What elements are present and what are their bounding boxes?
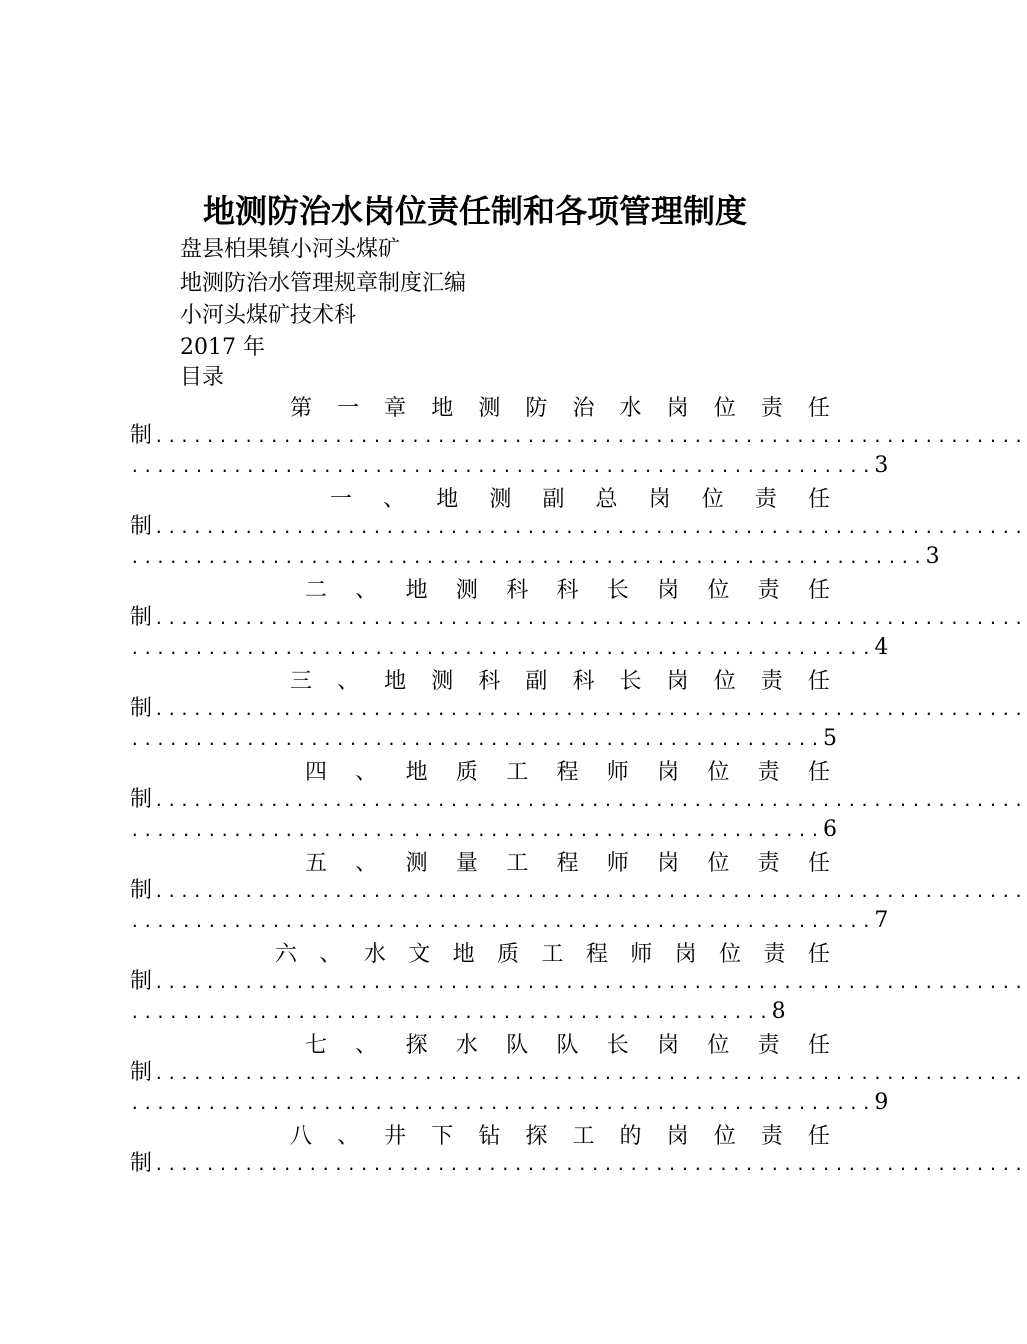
toc-entry-heading: 三 、 地 测 科 副 科 长 岗 位 责 任: [290, 668, 830, 694]
toc-entry-heading: 四 、 地 质 工 程 师 岗 位 责 任: [305, 759, 830, 785]
toc-entry-heading: 第 一 章 地 测 防 治 水 岗 位 责 任: [290, 395, 830, 421]
toc-entry-heading: 五 、 测 量 工 程 师 岗 位 责 任: [305, 850, 830, 876]
toc-dot-leader: ......................................................: [130, 730, 823, 749]
toc-page-number: 5: [822, 726, 837, 751]
toc-dot-leader: ..........................................................: [130, 1094, 875, 1113]
toc-entry-leader: [130, 513, 1027, 541]
toc-entry[interactable]: [130, 936, 1027, 1027]
toc-entry-page-line: [130, 725, 837, 753]
toc-dot-leader: ....................................................................: [154, 882, 1027, 901]
toc-page-number: 4: [874, 635, 889, 660]
toc-dot-leader: ....................................................................: [154, 700, 1027, 719]
toc-dot-leader: ....................................................................: [154, 427, 1027, 446]
toc-entry-leader: [130, 604, 1027, 632]
toc-dot-leader: ....................................................................: [154, 973, 1027, 992]
year: 2017 年: [180, 335, 265, 360]
toc-entry-suffix: 制: [130, 605, 153, 630]
toc-entry-leader: [130, 877, 1027, 905]
toc-entry-heading: 一 、 地 测 副 总 岗 位 责 任: [330, 486, 830, 512]
toc-entry-suffix: 制: [130, 969, 153, 994]
toc-entry-heading: 八 、 井 下 钻 探 工 的 岗 位 责 任: [290, 1123, 830, 1149]
toc-dot-leader: ....................................................................: [154, 609, 1027, 628]
toc-entry[interactable]: [130, 754, 1027, 845]
toc-page-number: 6: [822, 817, 837, 842]
mine-name: 盘县柏果镇小河头煤矿: [180, 237, 401, 262]
document-title: 地测防治水岗位责任制和各项管理制度: [202, 192, 747, 230]
toc-entry-leader: [130, 1150, 1027, 1178]
toc-dot-leader: ..........................................................: [130, 912, 875, 931]
toc-entry[interactable]: [130, 1027, 1027, 1118]
toc-entry[interactable]: [130, 481, 1027, 572]
toc-entry-page-line: [130, 634, 888, 662]
toc-page-number: 3: [925, 544, 940, 569]
toc-entry[interactable]: [130, 1118, 1027, 1209]
toc-entry-page-line: [130, 816, 837, 844]
toc-dot-leader: ......................................................: [130, 821, 823, 840]
toc-dot-leader: ..........................................................: [130, 457, 875, 476]
toc-entry-suffix: 制: [130, 878, 153, 903]
toc-entry-page-line: [130, 1089, 888, 1117]
toc-entry-leader: [130, 786, 1027, 814]
toc-entry-suffix: 制: [130, 423, 153, 448]
table-of-contents: [130, 390, 1027, 1209]
toc-dot-leader: ....................................................................: [154, 1064, 1027, 1083]
toc-entry-suffix: 制: [130, 1151, 153, 1176]
toc-label: 目录: [180, 365, 225, 390]
toc-entry-heading: 六 、 水 文 地 质 工 程 师 岗 位 责 任: [275, 941, 830, 967]
toc-entry-leader: [130, 968, 1027, 996]
toc-entry-suffix: 制: [130, 1060, 153, 1085]
toc-entry-leader: [130, 422, 1027, 450]
toc-entry[interactable]: [130, 390, 1027, 481]
toc-entry[interactable]: [130, 572, 1027, 663]
toc-dot-leader: ..............................................................: [130, 548, 926, 567]
toc-entry-heading: 七 、 探 水 队 队 长 岗 位 责 任: [305, 1032, 830, 1058]
toc-entry-leader: [130, 1059, 1027, 1087]
compilation-name: 地测防治水管理规章制度汇编: [180, 271, 467, 296]
toc-entry-suffix: 制: [130, 696, 153, 721]
toc-dot-leader: ....................................................................: [154, 1155, 1027, 1174]
toc-dot-leader: ..........................................................: [130, 639, 875, 658]
toc-dot-leader: ....................................................................: [154, 518, 1027, 537]
toc-entry-page-line: [130, 998, 786, 1026]
toc-entry-page-line: [130, 543, 940, 571]
toc-entry-leader: [130, 695, 1027, 723]
toc-entry-page-line: [130, 907, 888, 935]
toc-entry-page-line: [130, 452, 888, 480]
toc-entry[interactable]: [130, 663, 1027, 754]
toc-entry-suffix: 制: [130, 787, 153, 812]
toc-dot-leader: ....................................................................: [154, 791, 1027, 810]
toc-page-number: 7: [874, 908, 889, 933]
toc-entry-suffix: 制: [130, 514, 153, 539]
toc-page-number: 3: [874, 453, 889, 478]
toc-page-number: 8: [771, 999, 786, 1024]
toc-entry-heading: 二 、 地 测 科 科 长 岗 位 责 任: [305, 577, 830, 603]
department-name: 小河头煤矿技术科: [180, 303, 357, 328]
toc-page-number: 9: [874, 1090, 889, 1115]
toc-dot-leader: ..................................................: [130, 1003, 772, 1022]
toc-entry[interactable]: [130, 845, 1027, 936]
